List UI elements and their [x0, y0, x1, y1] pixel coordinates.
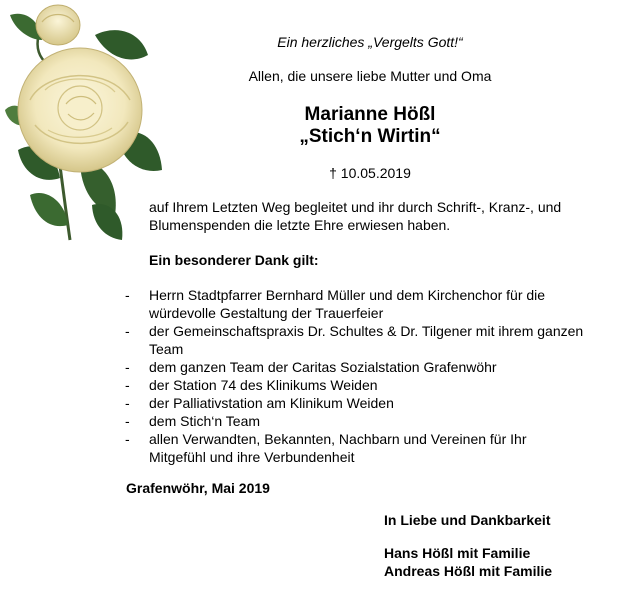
- list-item: [125, 412, 595, 430]
- list-item-text: dem ganzen Team der Caritas Sozialstation Grafenwöhr: [149, 359, 497, 375]
- list-item: [125, 430, 529, 466]
- list-item-text: dem Stich‘n Team: [149, 413, 261, 429]
- list-item-text: der Station 74 des Klinikums Weiden: [149, 377, 378, 393]
- list-item: [125, 322, 595, 358]
- list-item-text: der Gemeinschaftspraxis Dr. Schultes & Dr. Tilgener mit ihrem ganzen Team: [149, 323, 584, 357]
- thanks-line: Ein herzliches „Vergelts Gott!“: [277, 34, 463, 50]
- closing-line: In Liebe und Dankbarkeit: [384, 512, 551, 528]
- list-dash: -: [125, 395, 130, 411]
- list-item-text: Herrn Stadtpfarrer Bernhard Müller und dem Kirchenchor für die würdevolle Gestaltung der Trauerfeier: [149, 287, 546, 321]
- death-date: † 10.05.2019: [329, 165, 411, 181]
- place-date: Grafenwöhr, Mai 2019: [126, 480, 270, 496]
- acknowledgement-paragraph: auf Ihrem Letzten Weg begleitet und ihr durch Schrift-, Kranz-, und Blumenspenden die letzte Ehre erwiesen haben.: [149, 199, 562, 233]
- list-item: [125, 394, 595, 412]
- list-item: [125, 358, 595, 376]
- list-item: [125, 376, 595, 394]
- list-item-text: der Palliativstation am Klinikum Weiden: [149, 395, 394, 411]
- signature-1: Hans Hößl mit Familie: [384, 545, 531, 561]
- deceased-name: Marianne Hößl: [304, 104, 436, 125]
- list-dash: -: [125, 287, 130, 303]
- special-thanks-heading: Ein besonderer Dank gilt:: [149, 252, 319, 268]
- list-dash: -: [125, 377, 130, 393]
- signature-2: Andreas Hößl mit Familie: [384, 563, 553, 579]
- list-dash: -: [125, 359, 130, 375]
- intro-line: Allen, die unsere liebe Mutter und Oma: [248, 68, 492, 84]
- thanks-list: [125, 286, 595, 466]
- deceased-nickname: „Stich‘n Wirtin“: [299, 126, 441, 147]
- list-dash: -: [125, 413, 130, 429]
- list-item: [125, 286, 595, 322]
- list-item-text: allen Verwandten, Bekannten, Nachbarn und Vereinen für Ihr Mitgefühl und ihre Verbundenheit: [149, 431, 527, 465]
- list-dash: -: [125, 431, 130, 447]
- list-dash: -: [125, 323, 130, 339]
